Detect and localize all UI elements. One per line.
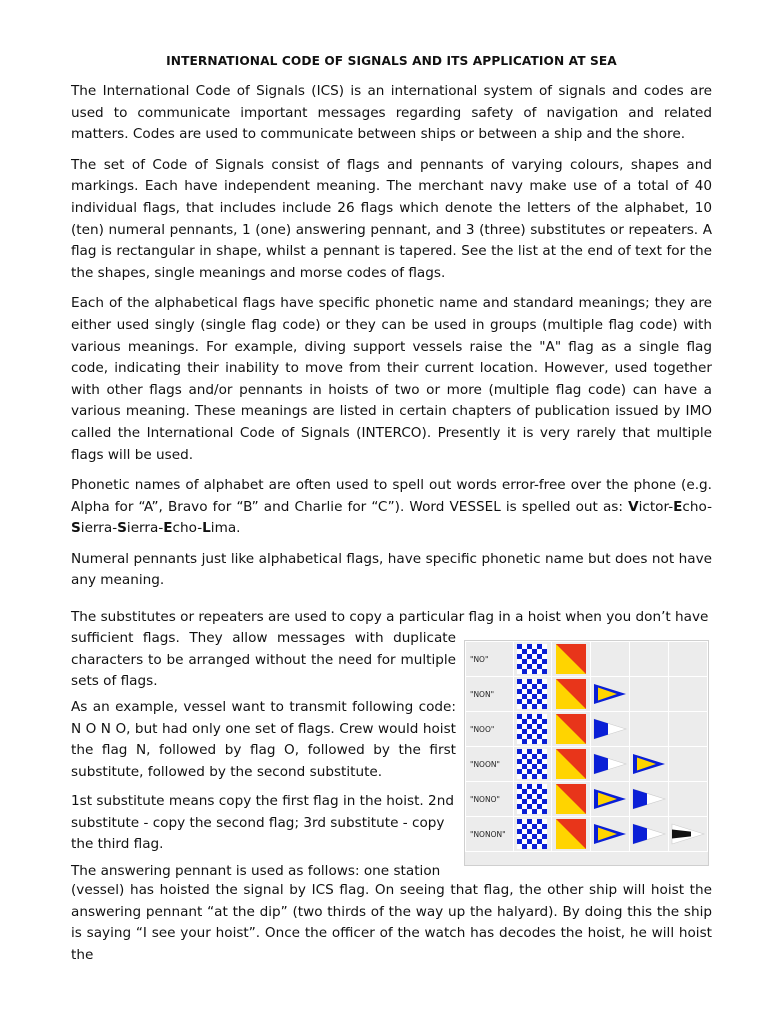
paragraph-intro: The International Code of Signals (ICS) is an international system of signals and codes are used to communicate important messages regarding safety of navigation and related matters. Codes are used to communicate between ships or between a ship and the shore. <box>71 83 712 143</box>
initial-letter: E <box>673 498 683 515</box>
hoist-row <box>466 782 708 817</box>
hoist-label: "NO" <box>466 642 514 677</box>
word-rest: ierra- <box>80 520 118 537</box>
hoist-row <box>466 712 708 747</box>
flag-o-icon <box>556 784 586 814</box>
first-substitute-pennant-icon <box>593 788 627 810</box>
paragraph-flags-overview: The set of Code of Signals consist of flags and pennants of varying colours, shapes and markings. Each have independent meaning. The merchant navy make use of a total of 40 individual flags, that includes include 26 flags which denote the letters of the alphabet, 10 (ten) numeral pennants, 1 (one) answering pennant, and 3 (three) substitutes or repeaters. A flag is rectangular in shape, whilst a pennant is tapered. See the list at the end of text for the the shapes, single meanings and morse codes of flags. <box>71 156 712 281</box>
flag-o-icon <box>556 644 586 674</box>
first-substitute-pennant-icon <box>593 683 627 705</box>
paragraph-substitute-meaning: 1st substitute means copy the first flag in the hoist. 2nd substitute - copy the second flag; 3rd substitute - copy the third flag. <box>71 793 454 853</box>
flag-n-icon <box>517 819 547 849</box>
initial-letter: S <box>71 520 81 537</box>
hoist-label: "NON" <box>466 677 514 712</box>
phonetic-text: Phonetic names of alphabet are often used to spell out words error-free over the phone (e.g. Alpha for “A”, Bravo for “B” and Charlie for “C”). Word VESSEL is spelled out as: <box>71 477 712 515</box>
paragraph-substitutes-first-line: The substitutes or repeaters are used to copy a particular flag in a hoist when you don’t have <box>71 609 709 625</box>
flag-o-icon <box>556 749 586 779</box>
initial-letter: E <box>163 520 173 537</box>
second-substitute-pennant-icon <box>632 823 666 845</box>
hoist-row <box>466 817 708 852</box>
word-rest: cho- <box>172 520 203 537</box>
word-rest: ima. <box>210 520 241 537</box>
third-substitute-pennant-icon <box>671 823 705 845</box>
flag-n-icon <box>517 644 547 674</box>
hoist-label: "NOO" <box>466 712 514 747</box>
hoist-label: "NONON" <box>466 817 514 852</box>
word-rest: cho- <box>682 498 712 515</box>
hoist-label: "NONO" <box>466 782 514 817</box>
paragraph-substitutes: sufficient flags. They allow messages with duplicate characters to be arranged without the need for multiple sets of flags. <box>71 630 456 690</box>
initial-letter: L <box>202 520 211 537</box>
page-title: INTERNATIONAL CODE OF SIGNALS AND ITS APPLICATION AT SEA <box>166 54 617 68</box>
second-substitute-pennant-icon <box>593 718 627 740</box>
second-substitute-pennant-icon <box>632 788 666 810</box>
word-rest: ierra- <box>126 520 164 537</box>
hoist-row <box>466 747 708 782</box>
paragraph-answering-pennant: (vessel) has hoisted the signal by ICS flag. On seeing that flag, the other ship will hoist the answering pennant “at the dip” (two thirds of the way up the halyard). By doing this the ship is saying “I see your hoist”. Once the officer of the watch has decodes the hoist, he will hoist the <box>71 882 712 963</box>
hoist-row <box>466 642 708 677</box>
first-substitute-pennant-icon <box>632 753 666 775</box>
hoist-row <box>466 677 708 712</box>
first-substitute-pennant-icon <box>593 823 627 845</box>
substitute-flags-figure <box>464 640 709 866</box>
flag-o-icon <box>556 714 586 744</box>
hoist-label: "NOON" <box>466 747 514 782</box>
flag-n-icon <box>517 679 547 709</box>
flag-n-icon <box>517 784 547 814</box>
word-rest: ictor- <box>638 498 674 515</box>
paragraph-numeral-pennants: Numeral pennants just like alphabetical flags, have specific phonetic name but does not have any meaning. <box>71 550 712 589</box>
second-substitute-pennant-icon <box>593 753 627 775</box>
paragraph-alphabetical-flags: Each of the alphabetical flags have specific phonetic name and standard meanings; they are either used singly (single flag code) or they can be used in groups (multiple flag code) with various meanings. For example, diving support vessels raise the "A" flag as a single flag code, indicating their inability to move from their current location. However, used together with other flags and/or pennants in hoists of two or more (multiple flag code) can have a various meaning. These meanings are listed in certain chapters of publication issued by IMO called the International Code of Signals (INTERCO). Presently it is very rarely that multiple flags will be used. <box>71 295 712 463</box>
flag-o-icon <box>556 679 586 709</box>
initial-letter: S <box>117 520 127 537</box>
paragraph-phonetic-names <box>71 475 712 540</box>
initial-letter: V <box>628 498 639 515</box>
paragraph-answering-first-line: The answering pennant is used as follows: one station <box>71 863 441 879</box>
flag-n-icon <box>517 749 547 779</box>
paragraph-example: As an example, vessel want to transmit following code: N O N O, but had only one set of flags. Crew would hoist the flag N, followed by flag O, followed by the first substitute, followed by the second substitute. <box>71 699 456 780</box>
flag-hoist-table <box>465 641 708 852</box>
flag-n-icon <box>517 714 547 744</box>
flag-o-icon <box>556 819 586 849</box>
